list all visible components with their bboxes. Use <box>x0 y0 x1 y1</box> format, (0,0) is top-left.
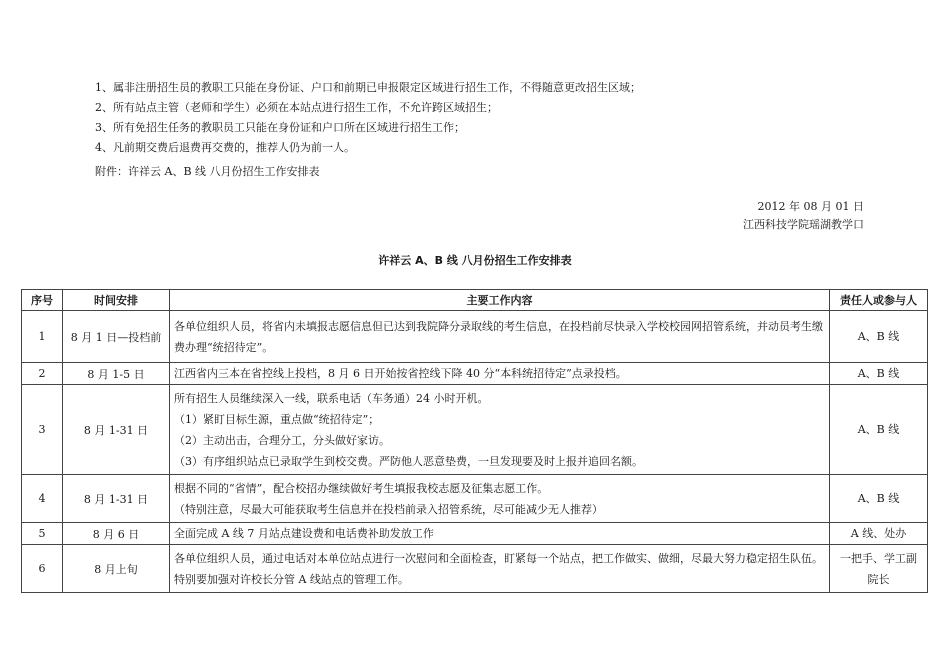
issuing-organization: 江西科技学院瑶湖教学口 <box>743 218 864 231</box>
row-content <box>170 363 830 385</box>
row-person <box>830 475 928 523</box>
row-no: 3 <box>22 385 63 475</box>
row-no: 5 <box>22 523 63 545</box>
rule-item: 3、所有免招生任务的教职员工只能在身份证和户口所在区域进行招生工作； <box>95 121 465 134</box>
row-person <box>830 545 928 593</box>
table-row <box>22 475 928 523</box>
row-content <box>170 523 830 545</box>
row-person <box>830 523 928 545</box>
person-line: A、B 线 <box>857 492 900 505</box>
row-no: 2 <box>22 363 63 385</box>
row-content <box>170 385 830 475</box>
content-line: 所有招生人员继续深入一线，联系电话（车务通）24 小时开机。 <box>174 391 489 405</box>
content-line: （2）主动出击，合理分工，分头做好家访。 <box>174 433 390 447</box>
row-person <box>830 363 928 385</box>
content-line: （1）紧盯目标生源，重点做“统招待定”； <box>174 412 380 426</box>
header-content: 主要工作内容 <box>170 290 830 311</box>
content-line: （特别注意，尽最大可能获取考生信息并在投档前录入招管系统，尽可能减少无人推荐） <box>174 502 603 516</box>
rule-item: 4、凡前期交费后退费再交费的，推荐人仍为前一人。 <box>95 141 355 154</box>
content-line: （3）有序组织站点已录取学生到校交费。严防他人恶意垫费，一旦发现要及时上报并追回名额。 <box>174 454 643 468</box>
row-time: 8 月上旬 <box>63 545 170 593</box>
person-line: A、B 线 <box>857 423 900 436</box>
table-row <box>22 545 928 593</box>
row-content <box>170 311 830 363</box>
rule-item: 2、所有站点主管（老师和学生）必须在本站点进行招生工作，不允许跨区域招生； <box>95 101 498 114</box>
table-header-row <box>22 290 928 311</box>
row-person <box>830 385 928 475</box>
row-no: 6 <box>22 545 63 593</box>
row-time: 8 月 1 日—投档前 <box>63 311 170 363</box>
attachment-note: 附件：许祥云 A、B 线 八月份招生工作安排表 <box>95 165 320 178</box>
table-row <box>22 385 928 475</box>
row-time: 8 月 6 日 <box>63 523 170 545</box>
row-no: 1 <box>22 311 63 363</box>
person-line: 一把手、学工副 <box>840 551 917 565</box>
row-person <box>830 311 928 363</box>
person-line: 院长 <box>867 572 890 586</box>
row-time: 8 月 1-5 日 <box>63 363 170 385</box>
content-line: 全面完成 A 线 7 月站点建设费和电话费补助发放工作 <box>174 526 434 540</box>
table-row <box>22 311 928 363</box>
table-row <box>22 363 928 385</box>
rule-item: 1、属非注册招生员的教职工只能在身份证、户口和前期已申报限定区域进行招生工作，不得随意更改招生区域； <box>95 81 641 94</box>
table-row <box>22 523 928 545</box>
header-person: 责任人或参与人 <box>830 290 928 311</box>
row-time: 8 月 1-31 日 <box>63 475 170 523</box>
row-no: 4 <box>22 475 63 523</box>
person-line: A 线、处办 <box>850 527 907 540</box>
schedule-table <box>21 289 928 593</box>
header-time: 时间安排 <box>63 290 170 311</box>
rules-list <box>95 78 641 158</box>
person-line: A、B 线 <box>857 330 900 343</box>
content-line: 江西省内三本在省控线上投档，8 月 6 日开始按省控线下降 40 分“本科统招待定”点录投档。 <box>174 366 627 380</box>
content-line: 各单位组织人员，将省内未填报志愿信息但已达到我院降分录取线的考生信息，在投档前尽快录入学校校园网招管系统，并动员考生缴费办理“统招待定”。 <box>174 319 823 354</box>
row-content <box>170 545 830 593</box>
header-no: 序号 <box>22 290 63 311</box>
content-line: 根据不同的“省情”，配合校招办继续做好考生填报我校志愿及征集志愿工作。 <box>174 481 549 495</box>
row-content <box>170 475 830 523</box>
row-time: 8 月 1-31 日 <box>63 385 170 475</box>
table-title: 许祥云 A、B 线 八月份招生工作安排表 <box>378 254 572 267</box>
person-line: A、B 线 <box>857 367 900 380</box>
document-date: 2012 年 08 月 01 日 <box>757 200 864 213</box>
content-line: 各单位组织人员，通过电话对本单位站点进行一次慰问和全面检查，盯紧每一个站点，把工作做实、做细，尽最大努力稳定招生队伍。特别要加强对许校长分管 A 线站点的管理工作。 <box>174 551 823 586</box>
